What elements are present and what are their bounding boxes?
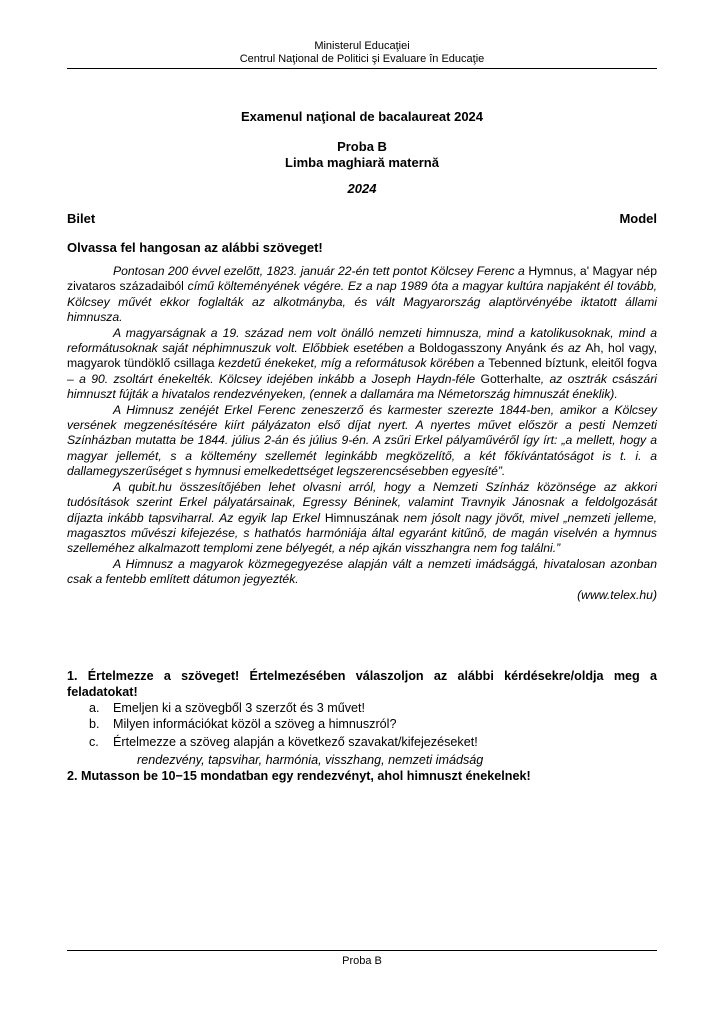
p4-text-a: A qubit.hu összesítőjében lehet olvasni arról, hogy a Nemzeti Színház közönsége az akkori tudósítások szerint Erkel pályatársainak, Egressy Béninek, valamint Travnyik Jánosnak a feldolgozását díjazta inkább tapsviharral. Az egyik lap Erkel bbox=[67, 479, 657, 525]
question-1b bbox=[67, 716, 657, 732]
item-letter: b. bbox=[89, 717, 100, 731]
bilet-label: Bilet bbox=[67, 211, 96, 226]
questions-section bbox=[67, 668, 657, 784]
source-citation: (www.telex.hu) bbox=[577, 587, 657, 602]
header-divider bbox=[67, 68, 657, 69]
item-text: Milyen információkat közöl a szöveg a himnuszról? bbox=[113, 717, 397, 731]
question-1c bbox=[67, 734, 657, 750]
question-1a bbox=[67, 700, 657, 716]
exam-title: Examenul naţional de bacalaureat 2024 bbox=[240, 109, 484, 124]
paragraph-4 bbox=[67, 480, 657, 557]
p2-text-e: kezdetű énekeket, míg a reformátusok körében a bbox=[214, 356, 489, 371]
proba-title: Proba B bbox=[337, 139, 387, 154]
p1-title-hymnus: Hymnus, a' Magyar nép zivataros századaiból bbox=[67, 264, 657, 294]
paragraph-2 bbox=[67, 326, 657, 403]
question-1: 1. Értelmezze a szöveget! Értelmezésében válaszoljon az alábbi kérdésekre/oldja meg a feladatokat! bbox=[67, 669, 657, 699]
paragraph-5: A Himnusz a magyarok közmegegyezése alapján vált a nemzeti imádsággá, hivatalosan azonban csak a fentebb említett dátumon jegyezték. bbox=[67, 556, 657, 587]
page-header bbox=[0, 40, 724, 66]
p2-text-i: , az osztrák császári himnuszt fújták a hivatalos rendezvényeken, (ennek a dallamára ma Németország himnuszát éneklik). bbox=[67, 371, 657, 402]
word-list: rendezvény, tapsvihar, harmónia, visszhang, nemzeti imádság bbox=[137, 753, 484, 767]
reading-text bbox=[67, 264, 657, 603]
item-text: Értelmezze a szöveg alapján a következő szavakat/kifejezéseket! bbox=[113, 735, 478, 749]
item-text: Emeljen ki a szövegből 3 szerzőt és 3 művet! bbox=[113, 701, 365, 715]
page-footer: Proba B bbox=[342, 955, 382, 967]
paragraph-1 bbox=[67, 264, 657, 326]
p2-text-c: és az bbox=[546, 341, 586, 356]
p1-text-c: című költeményének végére. Ez a nap 1989 óta a magyar kultúra napjaként él tovább, Kölcsey művét ekkor foglalták az alkotmányba, és vált Magyarország alaptörvényébe iktatott állami himnusza. bbox=[67, 279, 657, 325]
year-title: 2024 bbox=[347, 181, 377, 196]
p4-text-c: nem jósolt nagy jövőt, mivel „nemzeti jelleme, magasztos művészi kifejezése, s hathatós harmóniája által egyaránt kitűnő, de magán viselvén a hymnus szelleméhez alkalmazott templomi zene bélyegét, a nép ajkán visszhangra nem fog találni.” bbox=[67, 510, 657, 556]
p1-text-a: Pontosan 200 évvel ezelőtt, 1823. január 22-én tett pontot Kölcsey Ferenc a bbox=[113, 264, 529, 278]
p2-title-gotterhalte: Gotterhalte bbox=[480, 371, 541, 386]
paragraph-3: A Himnusz zenéjét Erkel Ferenc zeneszerző és karmester szerezte 1844-ben, amikor a Kölcsey versének megzenésítésére kiírt pályázaton első díjat nyert. A nyertes művet először a pesti Nemzeti Színházban mutatta be 1844. július 2-án és július 9-én. A zsűri Erkel pályaművéről így írt: „a mellett, hogy a magyar jellemét, s a költemény szellemét leginkább megközelítő, a két főkívántatóságot is t. i. a dallamegyszerűséget s hymnusi emelkedettséget legszerencsésebben egyesíté”. bbox=[67, 402, 657, 479]
ministry-name: Ministerul Educaţiei bbox=[314, 40, 410, 52]
item-letter: c. bbox=[89, 735, 99, 749]
footer-divider bbox=[67, 950, 657, 951]
question-2: 2. Mutasson be 10−15 mondatban egy rendezvényt, ahol himnuszt énekelnek! bbox=[67, 769, 531, 783]
p2-title-tebenned: Tebenned bíztunk, eleitől fogva bbox=[488, 356, 657, 371]
p2-title-boldogasszony: Boldogasszony Anyánk bbox=[419, 341, 547, 356]
center-name: Centrul Naţional de Politici şi Evaluare în Educaţie bbox=[239, 53, 485, 65]
p2-text-g: – a 90. zsoltárt énekelték. Kölcsey idejében inkább a Joseph Haydn-féle bbox=[67, 371, 481, 386]
model-label: Model bbox=[619, 211, 657, 226]
p2-text-a: A magyarságnak a 19. század nem volt önálló nemzeti himnusza, mind a katolikusoknak, mind a reformátusoknak saját néphimnuszuk volt. Előbbiek esetében a bbox=[67, 325, 657, 356]
p2-title-ah-hol-vagy: Ah, hol vagy, magyarok tündöklő csillaga bbox=[67, 341, 657, 371]
reading-instruction: Olvassa fel hangosan az alábbi szöveget! bbox=[67, 240, 323, 255]
subject-title: Limba maghiară maternă bbox=[285, 155, 439, 170]
item-letter: a. bbox=[89, 701, 100, 715]
p4-title-himnusz: Himnuszának bbox=[324, 510, 399, 525]
